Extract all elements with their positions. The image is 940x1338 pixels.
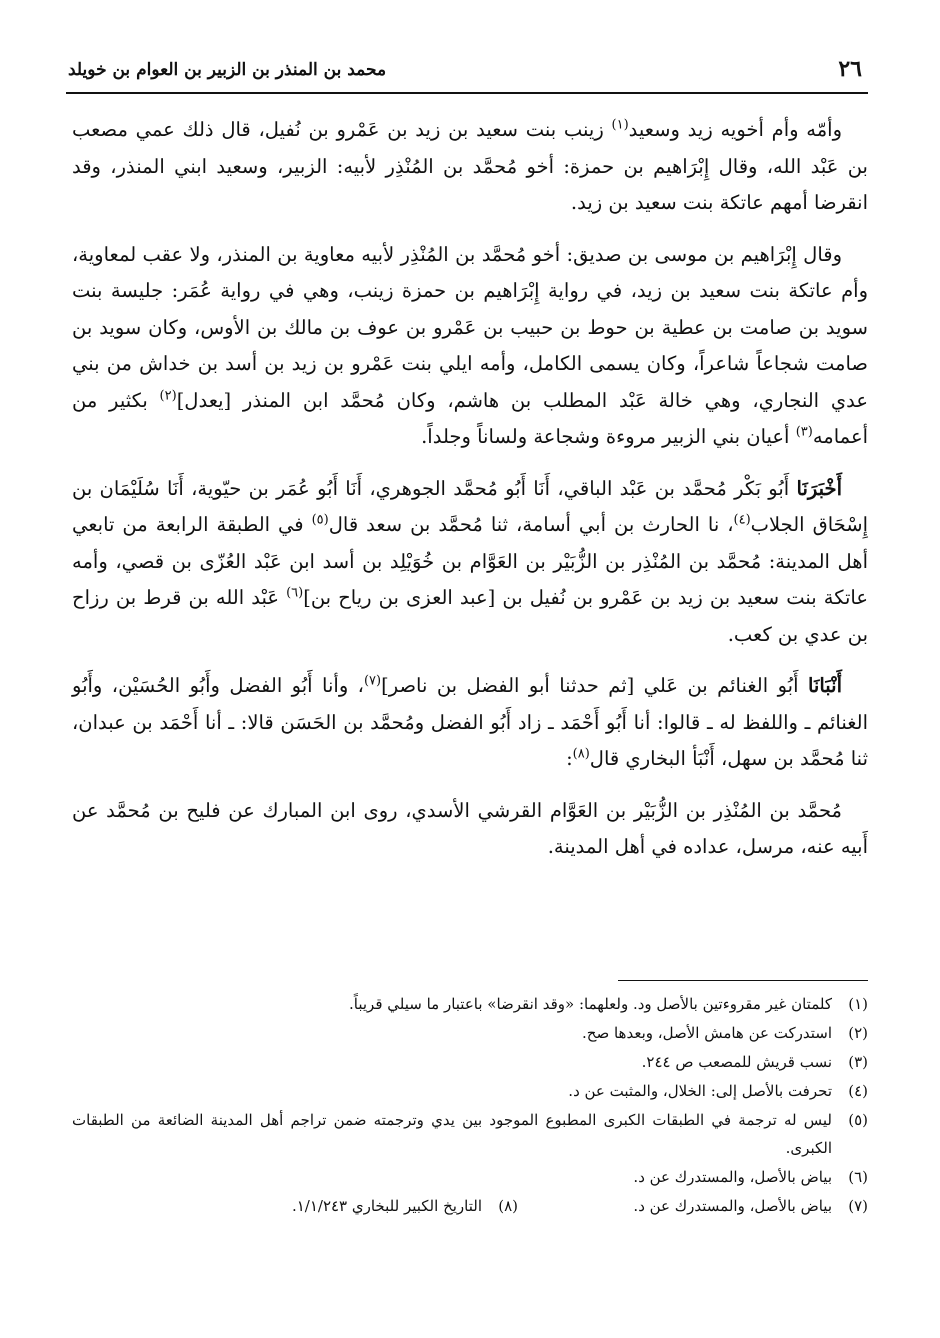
footnote-reference: (٨) bbox=[572, 746, 590, 762]
footnote-text: استدركت عن هامش الأصل، وبعدها صح. bbox=[582, 1024, 832, 1042]
footnote-number: (٤) bbox=[848, 1082, 868, 1100]
isnad-lead-word: أَنْبَانَا bbox=[807, 674, 842, 697]
footnote-number: (٢) bbox=[848, 1024, 868, 1042]
footnote-text: نسب قريش للمصعب ص ٢٤٤. bbox=[641, 1053, 832, 1071]
paragraph-text: وأمّه وأم أخويه زيد وسعيد bbox=[628, 118, 842, 141]
paragraph-text: بكثير من أعمامه bbox=[72, 388, 868, 448]
isnad-lead-word: أَخْبَرَنَا bbox=[796, 476, 842, 500]
footnote-row bbox=[72, 1192, 868, 1221]
footnote-number: (٨) bbox=[498, 1197, 518, 1215]
footnote-text: بياض بالأصل، والمستدرك عن د. bbox=[633, 1197, 832, 1215]
page-header bbox=[66, 52, 868, 94]
footnote-reference: (٧) bbox=[363, 673, 382, 689]
paragraph-text: زينب بنت سعيد بن زيد بن عَمْرو بن نُفيل، قال ذلك عمي مصعب بن عَبْد الله، وقال إِبْرَاهيم بن حمزة: أخو مُحمَّد بن المُنْذِر لأبيه: الزبير، وسعيد ابني المنذر، وقد انقرضا أمهم عاتكة بنت سعيد بن زيد. bbox=[72, 118, 868, 214]
footnote-item bbox=[72, 1106, 868, 1162]
footnote-number: (٥) bbox=[848, 1111, 868, 1129]
paragraph-text: أعيان بني الزبير مروءة وشجاعة ولساناً وجلداً. bbox=[421, 425, 796, 448]
footnote-number: (١) bbox=[848, 995, 868, 1013]
footnote-text: كلمتان غير مقروءتين بالأصل ود. ولعلهما: «وقد انقرضا» باعتبار ما سيلي قريباً. bbox=[349, 995, 832, 1013]
paragraph-text: وقال إِبْرَاهيم بن موسى بن صديق: أخو مُحمَّد بن المُنْذِر لأبيه معاوية بن المنذر، ولا عقب لمعاوية، وأم عاتكة بنت سعيد بن زيد، في رواية إِبْرَاهيم بن حمزة زينب، وهي في رواية عُمَر: جليسة بنت سويد بن صامت بن عطية بن حوط بن حبيب بن عَمْرو بن عوف بن مالك بن الأوس، وكان سويد بن صامت شجاعاً شاعراً، وكان يسمى الكامل، وأمه ايلي بنت عَمْرو بن زيد بن أسد بن خداش من بني عدي النجاري، وهي خالة عَبْد المطلب بن هاشم، وكان مُحمَّد ابن المنذر [يعدل] bbox=[72, 242, 868, 412]
paragraph-anbana bbox=[72, 668, 868, 778]
footnotes bbox=[72, 990, 868, 1221]
footnote-item bbox=[72, 990, 868, 1018]
footnote-reference: (٥) bbox=[311, 512, 329, 528]
footnote-item bbox=[72, 1019, 868, 1047]
footnote-item bbox=[292, 1192, 518, 1220]
footnote-number: (٧) bbox=[848, 1197, 868, 1215]
footnote-divider bbox=[618, 980, 868, 981]
footnote-item bbox=[558, 1192, 868, 1220]
main-text bbox=[72, 112, 868, 881]
paragraph-mother bbox=[72, 112, 868, 222]
paragraph-text: أَبُو بَكْر مُحمَّد بن عَبْد الباقي، أَنَا أَبُو مُحمَّد الجوهري، أَنَا أَبُو عُمَر بن حيّوية، أَنَا سُلَيْمَان بن إِسْحَاق الجلاب bbox=[72, 476, 868, 536]
footnote-reference: (٦) bbox=[286, 585, 304, 601]
page-number: ٢٦ bbox=[838, 56, 862, 82]
footnote-item bbox=[72, 1077, 868, 1105]
running-title: محمد بن المنذر بن الزبير بن العوام بن خويلد bbox=[68, 60, 387, 80]
footnote-reference: (٣) bbox=[795, 424, 813, 440]
paragraph-text: في الطبقة الرابعة من تابعي أهل المدينة: مُحمَّد بن المُنْذِر بن الزُّبَيْر بن العَوَّام بن خُوَيْلِد بن أسد ابن عَبْد العُزّى بن قصي، وأمه عاتكة بنت سعيد بن زيد بن عَمْرو بن نُفيل بن [عبد العزى بن رياح بن] bbox=[72, 513, 868, 609]
footnote-text: بياض بالأصل، والمستدرك عن د. bbox=[633, 1168, 832, 1186]
paragraph-text: ، نا الحارث بن أبي أسامة، ثنا مُحمَّد بن سعد قال bbox=[328, 513, 734, 536]
footnote-reference: (٢) bbox=[159, 388, 177, 403]
footnote-number: (٦) bbox=[848, 1168, 868, 1186]
paragraph-text: عَبْد الله بن قرط بن رزاح بن عدي بن كعب. bbox=[72, 586, 868, 646]
footnote-reference: (٤) bbox=[733, 512, 751, 528]
paragraph-text: مُحمَّد بن المُنْذِر بن الزُّبَيْر بن العَوَّام القرشي الأسدي، روى ابن المبارك عن فليح بن مُحمَّد عن أَبيه عنه، مرسل، عداده في أهل المدينة. bbox=[72, 798, 868, 858]
footnote-number: (٣) bbox=[848, 1053, 868, 1071]
footnote-text: تحرفت بالأصل إلى: الخلال، والمثبت عن د. bbox=[568, 1082, 832, 1100]
footnote-item bbox=[72, 1163, 868, 1191]
paragraph-bukhari-entry bbox=[72, 793, 868, 866]
footnote-item bbox=[72, 1048, 868, 1076]
footnote-reference: (١) bbox=[611, 117, 629, 133]
paragraph-text: ، وأنا أَبُو الفضل وأَبُو الحُسَيْن، وأَبُو الغنائم ـ واللفظ له ـ قالوا: أنا أَبُو أَحْمَد ـ زاد أَبُو الفضل ومُحمَّد بن الحَسَن قالا: ـ أنا أَحْمَد بن عبدان، ثنا مُحمَّد بن سهل، أَنْبَأ البخاري قال bbox=[72, 674, 868, 770]
paragraph-akhbarana bbox=[72, 471, 868, 654]
paragraph-text: أَبُو الغنائم بن عَلي [ثم حدثنا أبو الفضل بن ناصر] bbox=[381, 674, 808, 697]
footnote-text: ليس له ترجمة في الطبقات الكبرى المطبوع الموجود بين يدي وترجمته ضمن تراجم أهل المدينة الضائعة من الطبقات الكبرى. bbox=[72, 1111, 832, 1157]
paragraph-ibrahim bbox=[72, 237, 868, 456]
paragraph-text: : bbox=[566, 747, 573, 770]
footnote-text: التاريخ الكبير للبخاري ١/١/٢٤٣. bbox=[291, 1197, 482, 1215]
